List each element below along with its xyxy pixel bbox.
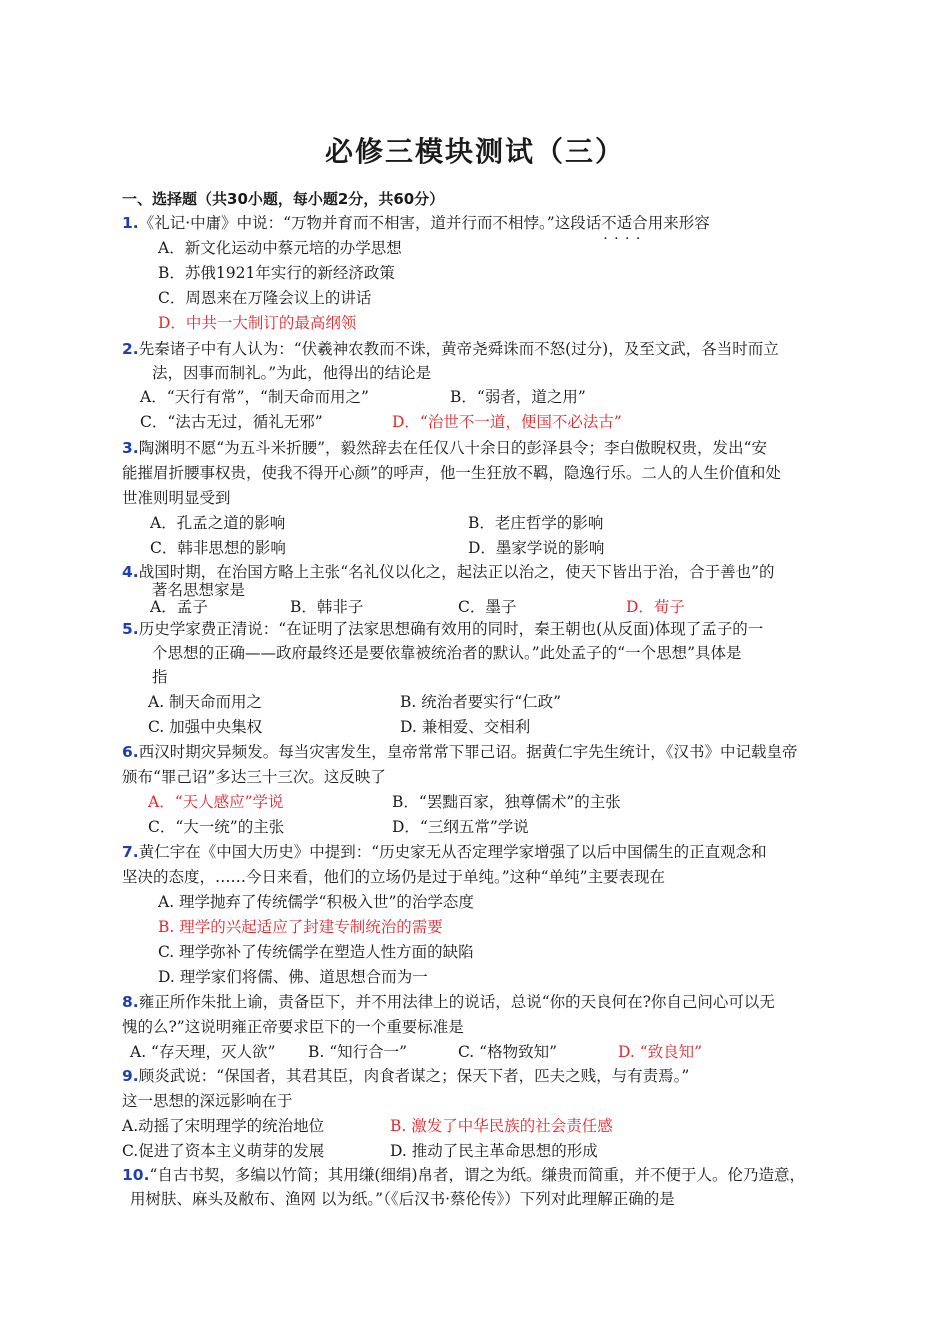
option-d-answer: D．中共一大制订的最高纲领 [158, 314, 357, 332]
option-c: C. 加强中央集权 [148, 718, 263, 736]
option-d-answer: D. “致良知” [618, 1043, 703, 1061]
stem-line: 法，因事而制礼。”为此，他得出的结论是 [152, 364, 432, 382]
question-number: 9. [122, 1067, 139, 1085]
question-number: 6. [122, 743, 139, 761]
option-c: C．“法古无过，循礼无邪” [140, 413, 323, 431]
option-d: D．“三纲五常”学说 [392, 818, 529, 836]
option-a: A．孔孟之道的影响 [150, 514, 286, 532]
stem-text: 雍正所作朱批上谕，责备臣下，并不用法律上的说话，总说“你的天良何在?你自己问心可以无 [138, 993, 775, 1011]
option-c: C．“大一统”的主张 [148, 818, 285, 836]
option-c: C.促进了资本主义萌芽的发展 [122, 1142, 325, 1160]
stem-text: 陶渊明不愿“为五斗米折腰”，毅然辞去在任仅八十余日的彭泽县令；李白傲睨权贵，发出“安 [138, 439, 767, 457]
stem-line: 坚决的态度，……今日来看，他们的立场仍是过于单纯。”这种“单纯”主要表现在 [122, 868, 666, 886]
stem-text: 战国时期，在治国方略上主张“名礼仪以化之，起法正以治之，使天下皆出于治，合于善也”的 [138, 563, 775, 581]
stem-line: 用树肤、麻头及敝布、渔网 以为纸。”（《后汉书·蔡伦传》）下列对此理解正确的是 [130, 1190, 675, 1208]
option-a-answer: A．“天人感应”学说 [148, 793, 284, 811]
question-number: 5. [122, 620, 139, 638]
option-c: C. “格物致知” [458, 1043, 558, 1061]
stem-text: 黄仁宇在《中国大历史》中提到：“历史家无从否定理学家增强了以后中国儒生的正直观念和 [138, 843, 767, 861]
question-number: 4. [122, 563, 139, 581]
option-d-answer: D．“治世不一道，便国不必法古” [392, 413, 622, 431]
option-b: B．“弱者，道之用” [450, 388, 586, 406]
option-a: A. “存天理，灭人欲” [130, 1043, 276, 1061]
question-6-stem [122, 741, 797, 763]
option-a: A.动摇了宋明理学的统治地位 [122, 1117, 325, 1135]
question-number: 2. [122, 340, 139, 358]
option-a: A. 制天命而用之 [148, 693, 263, 711]
option-b: B．韩非子 [290, 598, 364, 616]
option-a: A. 理学抛弃了传统儒学“积极入世”的治学态度 [158, 893, 474, 911]
question-10-stem [122, 1164, 805, 1186]
stem-text: 顾炎武说：“保国者，其君其臣，肉食者谋之；保天下者，匹夫之贱，与有责焉。” [138, 1067, 690, 1085]
stem-line: 指 [152, 668, 168, 686]
option-a: A．新文化运动中蔡元培的办学思想 [158, 239, 402, 257]
question-8-stem [122, 991, 775, 1013]
stem-line: 个思想的正确——政府最终还是要依靠被统治者的默认。”此处孟子的“一个思想”具体是 [152, 644, 742, 662]
stem-text: 用来形容 [647, 214, 710, 232]
question-number: 10. [122, 1166, 150, 1184]
stem-line: 这一思想的深远影响在于 [122, 1092, 293, 1110]
option-d: D．墨家学说的影响 [468, 539, 605, 557]
option-a: A．孟子 [150, 598, 208, 616]
stem-text: “自古书契，多编以竹简；其用缣(细绢)帛者，谓之为纸。缣贵而简重，并不便于人。伦乃造意， [149, 1166, 805, 1184]
stem-line: 颁布“罪己诏”多达三十三次。这反映了 [122, 768, 386, 786]
option-b: B．苏俄1921年实行的新经济政策 [158, 264, 395, 282]
question-number: 3. [122, 439, 139, 457]
option-c: C．墨子 [458, 598, 517, 616]
option-b-answer: B. 理学的兴起适应了封建专制统治的需要 [158, 918, 443, 936]
question-number: 1. [122, 214, 139, 232]
option-b: B. 统治者要实行“仁政” [400, 693, 562, 711]
question-7-stem [122, 841, 767, 863]
stem-line: 愧的么?”这说明雍正帝要求臣下的一个重要标准是 [122, 1018, 464, 1036]
option-c: C．周恩来在万隆会议上的讲话 [158, 289, 372, 307]
option-d-answer: D．荀子 [626, 598, 685, 616]
question-2-stem [122, 338, 779, 360]
question-number: 7. [122, 843, 139, 861]
stem-text: 《礼记·中庸》中说：“万物并育而不相害，道并行而不相悖。”这段话 [138, 214, 602, 232]
page-title: 必修三模块测试（三） [324, 135, 625, 168]
option-d: D. 兼相爱、交相利 [400, 718, 531, 736]
option-d: D. 推动了民主革命思想的形成 [390, 1142, 598, 1160]
section-heading: 一、选择题（共30小题，每小题2分，共60分） [122, 190, 445, 208]
emphasis-text: 不适合 · · [601, 214, 648, 232]
option-b: B．“罢黜百家，独尊儒术”的主张 [392, 793, 621, 811]
question-9-stem [122, 1065, 689, 1087]
question-3-stem [122, 437, 767, 459]
stem-text: 先秦诸子中有人认为：“伏羲神农教而不诛，黄帝尧舜诛而不怒(过分)，及至文武，各当时而立 [138, 340, 779, 358]
stem-line: 著名思想家是 [152, 581, 246, 599]
stem-line: 世准则明显受到 [122, 489, 231, 507]
option-b-answer: B. 激发了中华民族的社会责任感 [390, 1117, 613, 1135]
question-1-stem [122, 212, 710, 234]
stem-line: 能摧眉折腰事权贵，使我不得开心颜”的呼声，他一生狂放不羁，隐逸行乐。二人的人生价值和处 [122, 464, 781, 482]
stem-text: 历史学家费正清说：“在证明了法家思想确有效用的同时，秦王朝也(从反面)体现了孟子的一 [138, 620, 764, 638]
option-d: D. 理学家们将儒、佛、道思想合而为一 [158, 968, 428, 986]
option-c: C. 理学弥补了传统儒学在塑造人性方面的缺陷 [158, 943, 474, 961]
option-c: C．韩非思想的影响 [150, 539, 286, 557]
question-5-stem [122, 618, 763, 640]
stem-text: 西汉时期灾异频发。每当灾害发生，皇帝常常下罪己诏。据黄仁宇先生统计，《汉书》中记载皇帝 [138, 743, 798, 761]
option-a: A．“天行有常”，“制天命而用之” [140, 388, 369, 406]
question-number: 8. [122, 993, 139, 1011]
option-b: B．老庄哲学的影响 [468, 514, 604, 532]
option-b: B. “知行合一” [308, 1043, 408, 1061]
